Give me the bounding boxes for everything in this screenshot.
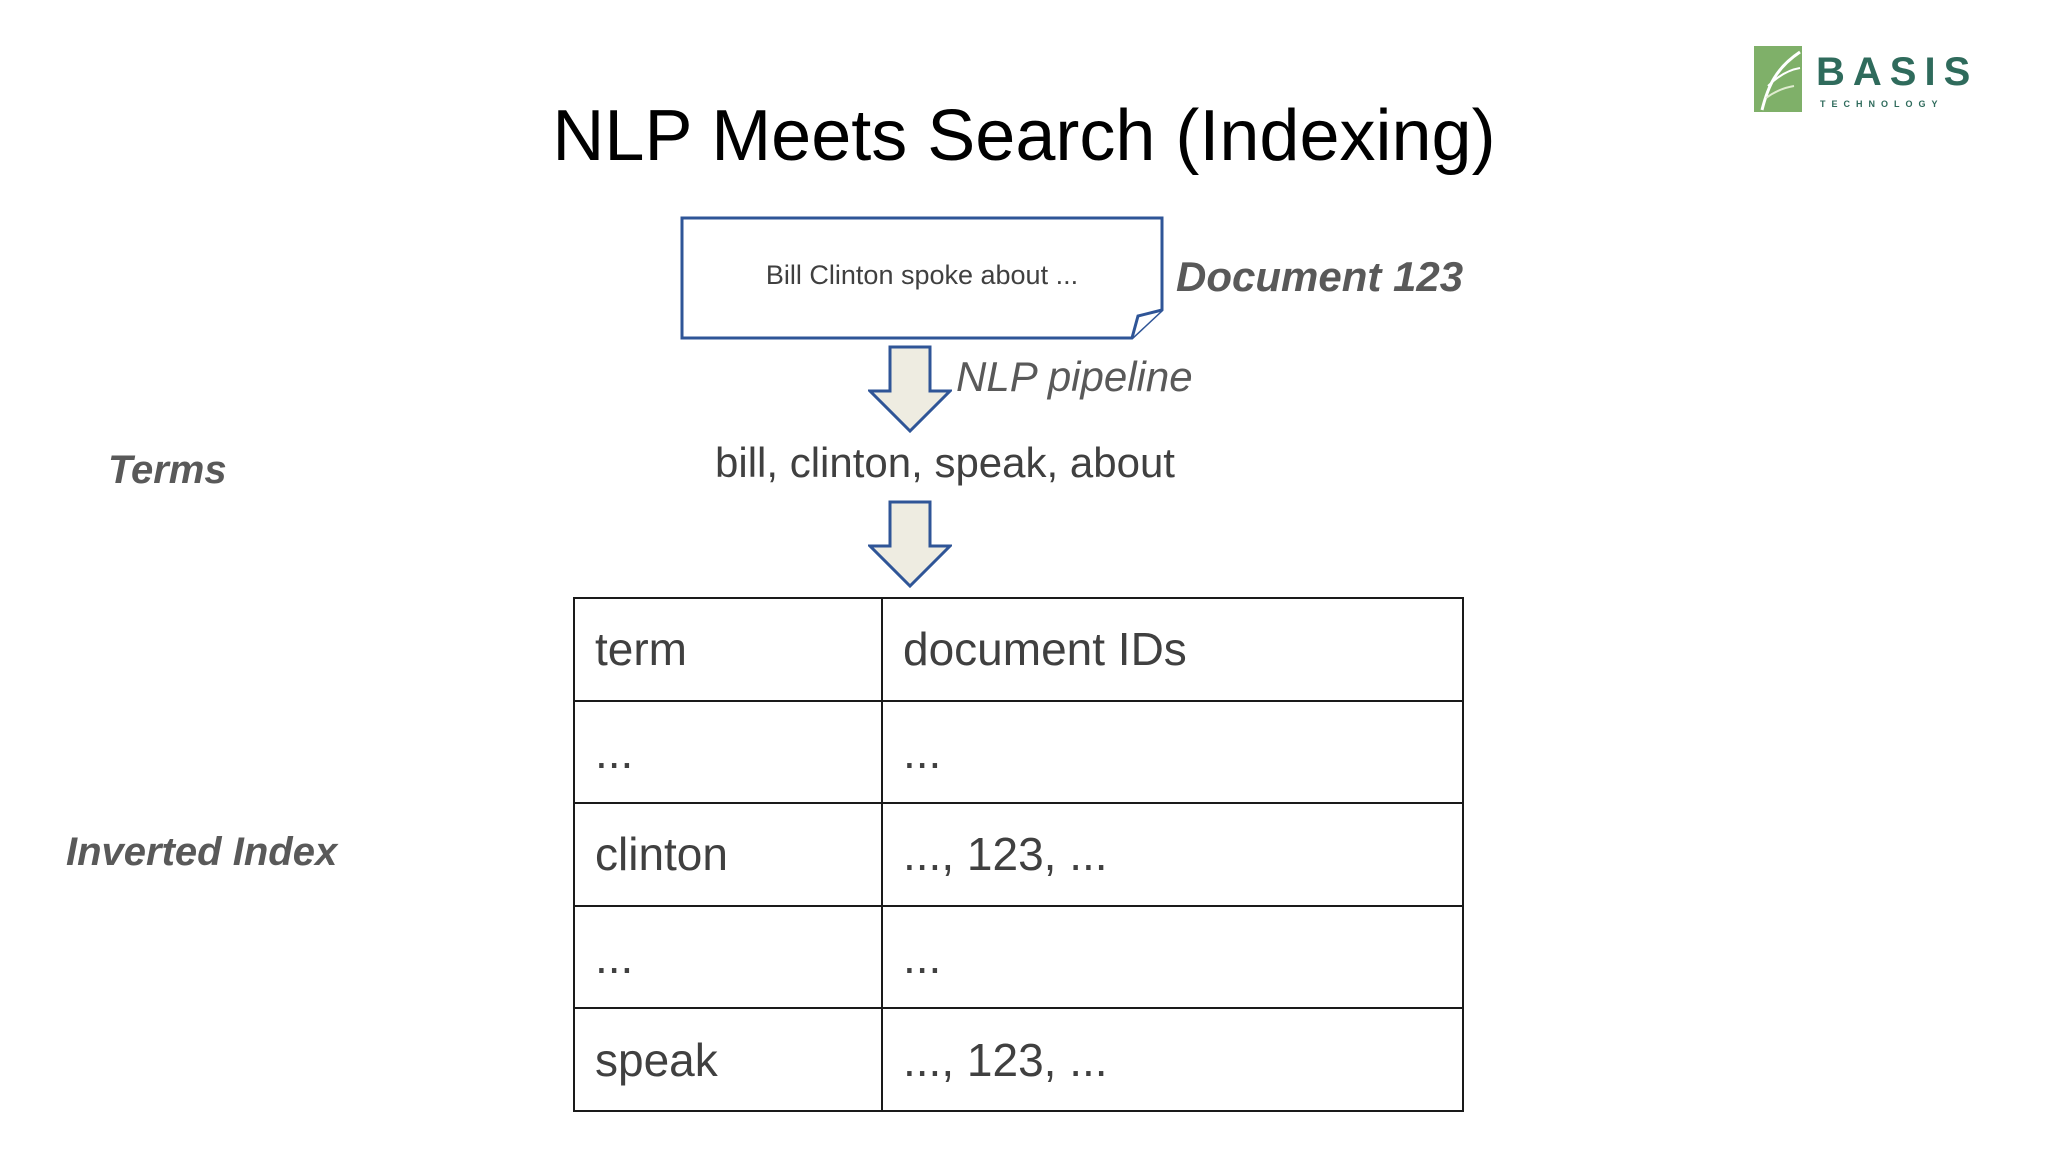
document-ids-cell: ..., 123, ...: [882, 1008, 1463, 1111]
down-arrow-icon: [868, 345, 952, 433]
document-ids-cell: ..., 123, ...: [882, 803, 1463, 906]
terms-list: bill, clinton, speak, about: [715, 439, 1175, 486]
term-cell: ...: [574, 906, 882, 1009]
table-row: [574, 803, 1463, 906]
down-arrow-icon: [868, 500, 952, 588]
inverted-index-label: Inverted Index: [66, 830, 338, 874]
table-row: [574, 906, 1463, 1009]
document-label: Document 123: [1176, 253, 1464, 300]
slide-title: NLP Meets Search (Indexing): [552, 96, 1496, 176]
header-term: term: [574, 598, 882, 701]
term-cell: clinton: [574, 803, 882, 906]
table-row: [574, 1008, 1463, 1111]
nlp-pipeline-label: NLP pipeline: [956, 353, 1193, 400]
inverted-index-table: [573, 597, 1464, 1112]
logo-wordmark: BASIS: [1816, 50, 1979, 94]
logo-subtitle: TECHNOLOGY: [1820, 99, 1944, 109]
header-document-ids: document IDs: [882, 598, 1463, 701]
table-row: [574, 701, 1463, 804]
term-cell: speak: [574, 1008, 882, 1111]
table-header-row: [574, 598, 1463, 701]
document-ids-cell: ...: [882, 701, 1463, 804]
term-cell: ...: [574, 701, 882, 804]
document-ids-cell: ...: [882, 906, 1463, 1009]
document-text: Bill Clinton spoke about ...: [765, 260, 1079, 290]
terms-label: Terms: [108, 448, 227, 492]
